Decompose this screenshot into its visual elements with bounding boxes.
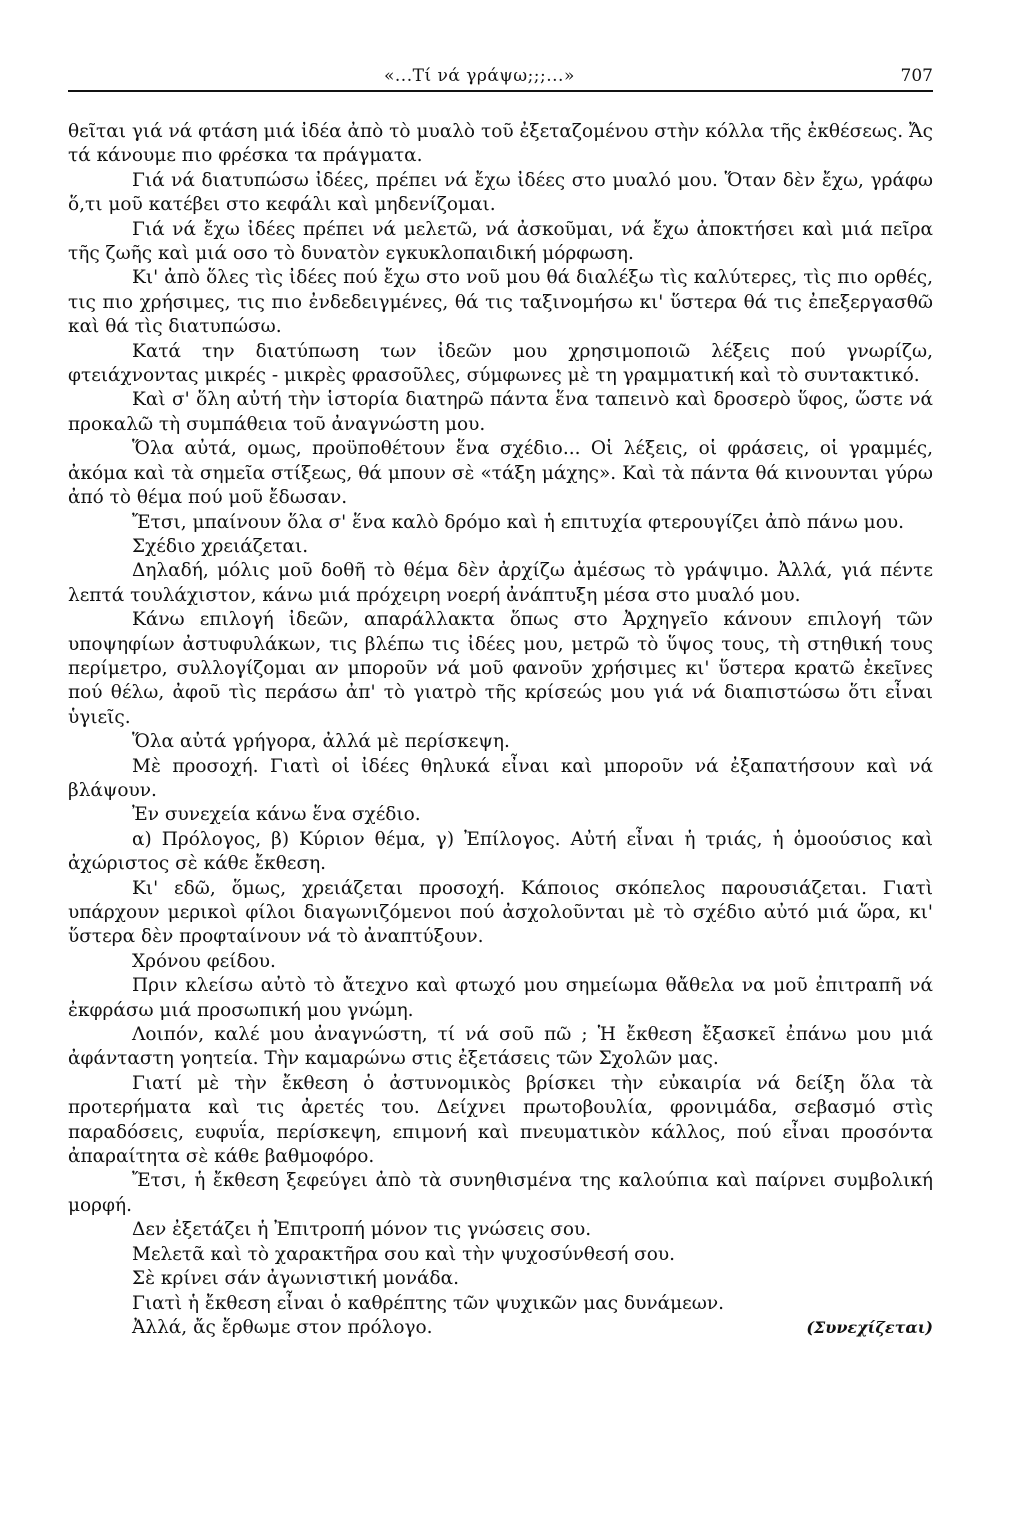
paragraph: Ὅλα αὐτά γρήγορα, ἀλλά μὲ περίσκεψη. (132, 731, 510, 753)
page-number: 707 (900, 66, 933, 86)
paragraph: Δηλαδή, μόλις μοῦ δοθῆ τὸ θέμα δὲν ἀρχίζω ἀμέσως τὸ γράψιμο. Ἀλλά, γιά πέντε λεπτά τουλάχιστον, κάνω μιά πρόχειρη νοερή ἀνάπτυξη μέσα στο μυαλό μου. (68, 560, 933, 606)
paragraph: Κατά την διατύπωση των ἰδεῶν μου χρησιμοποιῶ λέξεις πού γνωρίζω, φτειάχνοντας μικρές - μικρὲς φρασοῦλες, σύμφωνες μὲ τη γραμματική καὶ τὸ συντακτικό. (68, 340, 933, 387)
closing-line (68, 1316, 933, 1340)
paragraph: Ὅλα αὐτά, ομως, προϋποθέτουν ἕνα σχέδιο... Οἱ λέξεις, οἱ φράσεις, οἱ γραμμές, ἀκόμα καὶ τὰ σημεῖα στίξεως, θά μπουν σὲ «τάξη μάχης». Καὶ τὰ πάντα θά κινουνται γύρω ἀπό τὸ θέμα πού μοῦ ἔδωσαν. (68, 438, 933, 509)
paragraph: θεῖται γιά νά φτάση μιά ἰδέα ἀπὸ τὸ μυαλὸ τοῦ ἐξεταζομένου στὴν κόλλα τῆς ἐκθέσεως. Ἄς τά κάνουμε πιο φρέσκα τα πράγματα. (68, 121, 933, 167)
paragraph: Σχέδιο χρειάζεται. (132, 535, 309, 557)
article-body (68, 120, 933, 1340)
paragraph: Κι' εδῶ, ὅμως, χρειάζεται προσοχή. Κάποιος σκόπελος παρουσιάζεται. Γιατὶ υπάρχουν μερικοὶ φίλοι διαγωνιζόμενοι πού ἀσχολοῦνται μὲ τὸ σχέδιο αὐτό μιά ὥρα, κι' ὕστερα δὲν προφταίνουν νά τὸ ἀναπτύξουν. (68, 877, 933, 948)
paragraph: Κάνω επιλογή ἰδεῶν, απαράλλακτα ὅπως στο Ἀρχηγεῖο κάνουν επιλογή τῶν υποψηφίων ἀστυφυλάκων, τις βλέπω τις ἰδέες μου, μετρῶ τὸ ὕψος τους, τὴ στηθική τους περίμετρο, συλλογίζομαι αν μποροῦν νά μοῦ φανοῦν χρήσιμες κι' ὕστερα κρατῶ ἐκεῖνες πού θέλω, ἀφοῦ τὶς περάσω ἀπ' τὸ γιατρὸ τῆς κρίσεώς μου γιά νά διαπιστώσω ὅτι εἶναι ὑγιεῖς. (68, 609, 933, 728)
paragraph: Καὶ σ' ὅλη αὐτή τὴν ἱστορία διατηρῶ πάντα ἕνα ταπεινὸ καὶ δροσερὸ ὕφος, ὥστε νά προκαλῶ τὴ συμπάθεια τοῦ ἀναγνώστη μου. (68, 389, 933, 435)
paragraph: Λοιπόν, καλέ μου ἀναγνώστη, τί νά σοῦ πῶ ; Ἡ ἔκθεση ἔξασκεῖ ἐπάνω μου μιά ἀφάνταστη γοητεία. Τὴν καμαρώνω στις ἐξετάσεις τῶν Σχολῶν μας. (68, 1024, 933, 1070)
paragraph: α) Πρόλογος, β) Κύριον θέμα, γ) Ἐπίλογος. Αὐτή εἶναι ἡ τριάς, ἡ ὁμοούσιος καὶ ἀχώριστος σὲ κάθε ἔκθεση. (68, 828, 933, 875)
paragraph: Κι' ἀπὸ ὅλες τὶς ἰδέες πού ἔχω στο νοῦ μου θά διαλέξω τὶς καλύτερες, τὶς πιο ορθές, τις πιο χρήσιμες, τις πιο ἐνδεδειγμένες, θά τις ταξινομήσω κι' ὕστερα θά τις ἐπεξεργασθῶ καὶ θά τὶς διατυπώσω. (68, 267, 933, 338)
paragraph: Γιά νά ἔχω ἰδέες πρέπει νά μελετῶ, νά ἀσκοῦμαι, νά ἔχω ἀποκτήσει καὶ μιά πεῖρα τῆς ζωῆς καὶ μιά οσο τὸ δυνατὸν εγκυκλοπαιδική μόρφωση. (68, 218, 933, 265)
running-title: «...Τί νά γράψω;;;...» (384, 66, 575, 86)
closing-text: Ἀλλά, ἄς ἔρθωμε στον πρόλογο. (132, 1316, 433, 1338)
paragraph: Ἐν συνεχεία κάνω ἕνα σχέδιο. (132, 804, 421, 826)
paragraph: Γιά νά διατυπώσω ἰδέες, πρέπει νά ἔχω ἰδέες στο μυαλό μου. Ὅταν δὲν ἔχω, γράφω ὅ,τι μοῦ κατέβει στο κεφάλι καὶ μηδενίζομαι. (68, 169, 933, 216)
paragraph: Σὲ κρίνει σάν ἀγωνιστική μονάδα. (132, 1268, 459, 1290)
running-header (68, 60, 933, 92)
paragraph: Μὲ προσοχή. Γιατὶ οἱ ἰδέες θηλυκά εἶναι καὶ μποροῦν νά ἐξαπατήσουν καὶ νά βλάψουν. (68, 755, 933, 801)
paragraph: Χρόνου φείδου. (132, 950, 276, 972)
page (68, 60, 933, 1340)
paragraph: Ἔτσι, ἡ ἔκθεση ξεφεύγει ἀπὸ τὰ συνηθισμένα της καλούπια καὶ παίρνει συμβολική μορφή. (68, 1170, 933, 1216)
paragraph: Δεν ἐξετάζει ἡ Ἐπιτροπή μόνον τις γνώσεις σου. (132, 1219, 592, 1241)
paragraph: Γιατί μὲ τὴν ἔκθεση ὁ ἀστυνομικὸς βρίσκει τὴν εὐκαιρία νά δείξη ὅλα τὰ προτερήματα καὶ τις ἀρετές του. Δείχνει πρωτοβουλία, φρονιμάδα, σεβασμό στὶς παραδόσεις, ευφυΐα, περίσκεψη, επιμονή καὶ πνευματικὸν κάλλος, πού εἶναι προσόντα ἀπαραίτητα σὲ κάθε βαθμοφόρο. (68, 1072, 933, 1168)
paragraph: Ἔτσι, μπαίνουν ὅλα σ' ἕνα καλὸ δρόμο καὶ ἡ επιτυχία φτερουγίζει ἀπὸ πάνω μου. (132, 511, 904, 533)
paragraph: Πριν κλείσω αὐτὸ τὸ ἄτεχνο καὶ φτωχό μου σημείωμα θἄθελα να μοῦ ἐπιτραπῆ νά ἐκφράσω μιά προσωπική μου γνώμη. (68, 975, 933, 1021)
paragraph: Μελετᾶ καὶ τὸ χαρακτῆρα σου καὶ τὴν ψυχοσύνθεσή σου. (132, 1243, 676, 1265)
continued-note: (Συνεχίζεται) (806, 1317, 933, 1337)
paragraph: Γιατὶ ἡ ἔκθεση εἶναι ὁ καθρέπτης τῶν ψυχικῶν μας δυνάμεων. (132, 1292, 724, 1314)
